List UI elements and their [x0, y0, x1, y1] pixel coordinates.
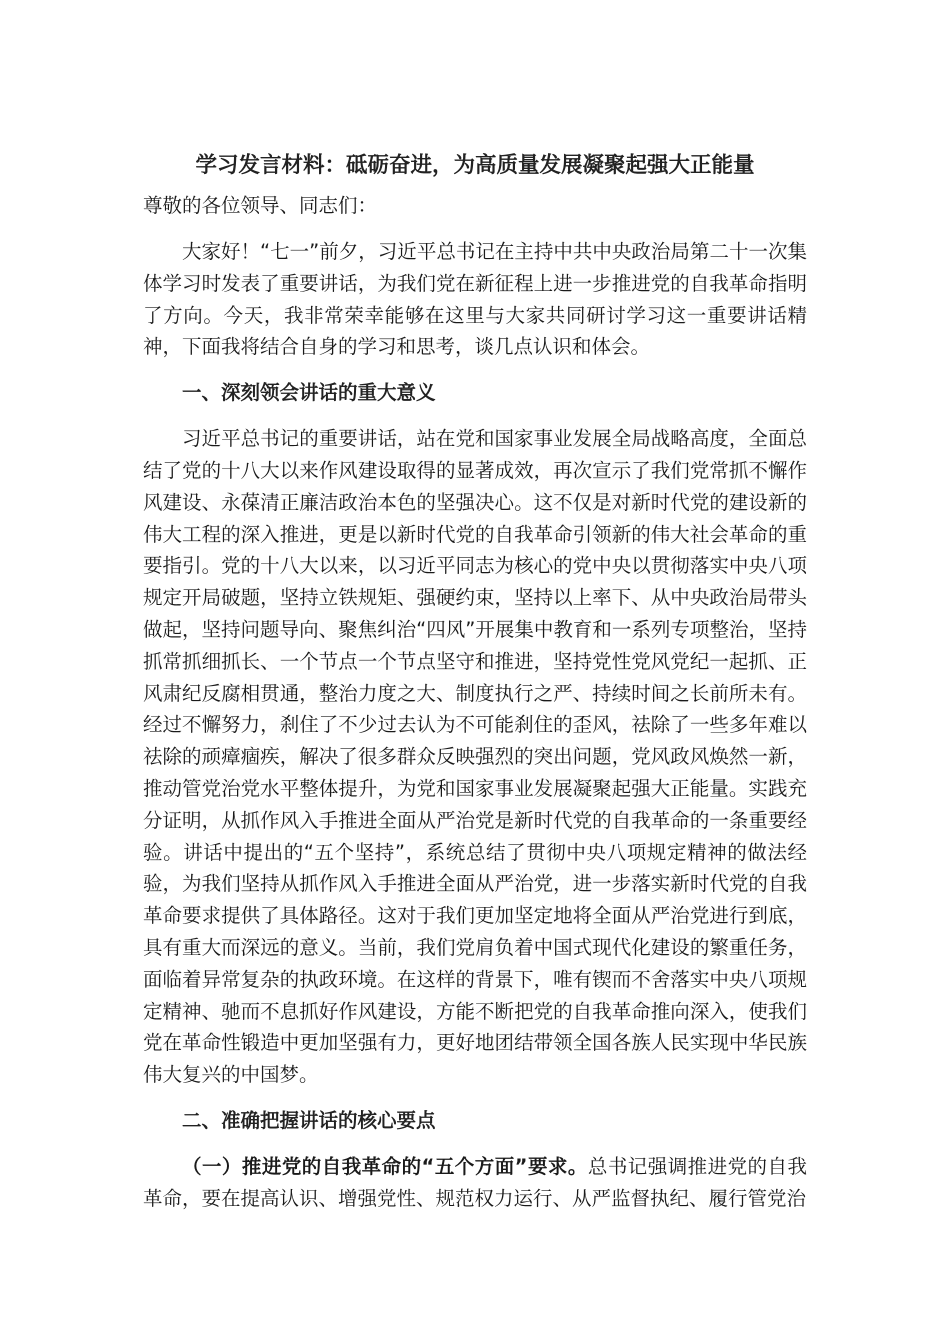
section-2-item-1-lead: （一）推进党的自我革命的“五个方面”要求。: [182, 1154, 588, 1178]
salutation: 尊敬的各位领导、同志们：: [143, 194, 378, 217]
section-2-item-1-paragraph: [143, 1151, 807, 1215]
intro-paragraph: 大家好！“七一”前夕，习近平总书记在主持中共中央政治局第二十一次集体学习时发表了重要讲话，为我们党在新征程上进一步推进党的自我革命指明了方向。今天，我非常荣幸能够在这里与大家共同研讨学习这一重要讲话精神，下面我将结合自身的学习和思考，谈几点认识和体会。: [143, 240, 807, 359]
document-title: 学习发言材料：砥砺奋进，为高质量发展凝聚起强大正能量: [195, 153, 755, 178]
section-1-paragraph: 习近平总书记的重要讲话，站在党和国家事业发展全局战略高度，全面总结了党的十八大以来作风建设取得的显著成效，再次宣示了我们党常抓不懈作风建设、永葆清正廉洁政治本色的坚强决心。这不仅是对新时代党的建设新的伟大工程的深入推进，更是以新时代党的自我革命引领新的伟大社会革命的重要指引。党的十八大以来，以习近平同志为核心的党中央以贯彻落实中央八项规定开局破题，坚持立铁规矩、强硬约束，坚持以上率下、从中央政治局带头做起，坚持问题导向、聚焦纠治“四风”开展集中教育和一系列专项整治，坚持抓常抓细抓长、一个节点一个节点坚守和推进，坚持党性党风党纪一起抓、正风肃纪反腐相贯通，整治力度之大、制度执行之严、持续时间之长前所未有。经过不懈努力，刹住了不少过去认为不可能刹住的歪风，祛除了一些多年难以祛除的顽瘴痼疾，解决了很多群众反映强烈的突出问题，党风政风焕然一新，推动管党治党水平整体提升，为党和国家事业发展凝聚起强大正能量。实践充分证明，从抓作风入手推进全面从严治党是新时代党的自我革命的一条重要经验。讲话中提出的“五个坚持”，系统总结了贯彻中央八项规定精神的做法经验，为我们坚持从抓作风入手推进全面从严治党，进一步落实新时代党的自我革命要求提供了具体路径。这对于我们更加坚定地将全面从严治党进行到底，具有重大而深远的意义。当前，我们党肩负着中国式现代化建设的繁重任务，面临着异常复杂的执政环境。在这样的背景下，唯有锲而不舍落实中央八项规定精神、驰而不息抓好作风建设，方能不断把党的自我革命推向深入，使我们党在革命性锻造中更加坚强有力，更好地团结带领全国各族人民实现中华民族伟大复兴的中国梦。: [143, 427, 807, 1087]
section-2-item-1-text: 总书记强调推进党的自我革命，要在提高认识、增强党性、规范权力运行、从严监督执纪、履行管党治: [143, 1154, 807, 1210]
document-page: [143, 148, 807, 1229]
section-1-heading: 一、深刻领会讲话的重大意义: [182, 381, 436, 405]
section-2-heading: 二、准确把握讲话的核心要点: [182, 1108, 436, 1132]
